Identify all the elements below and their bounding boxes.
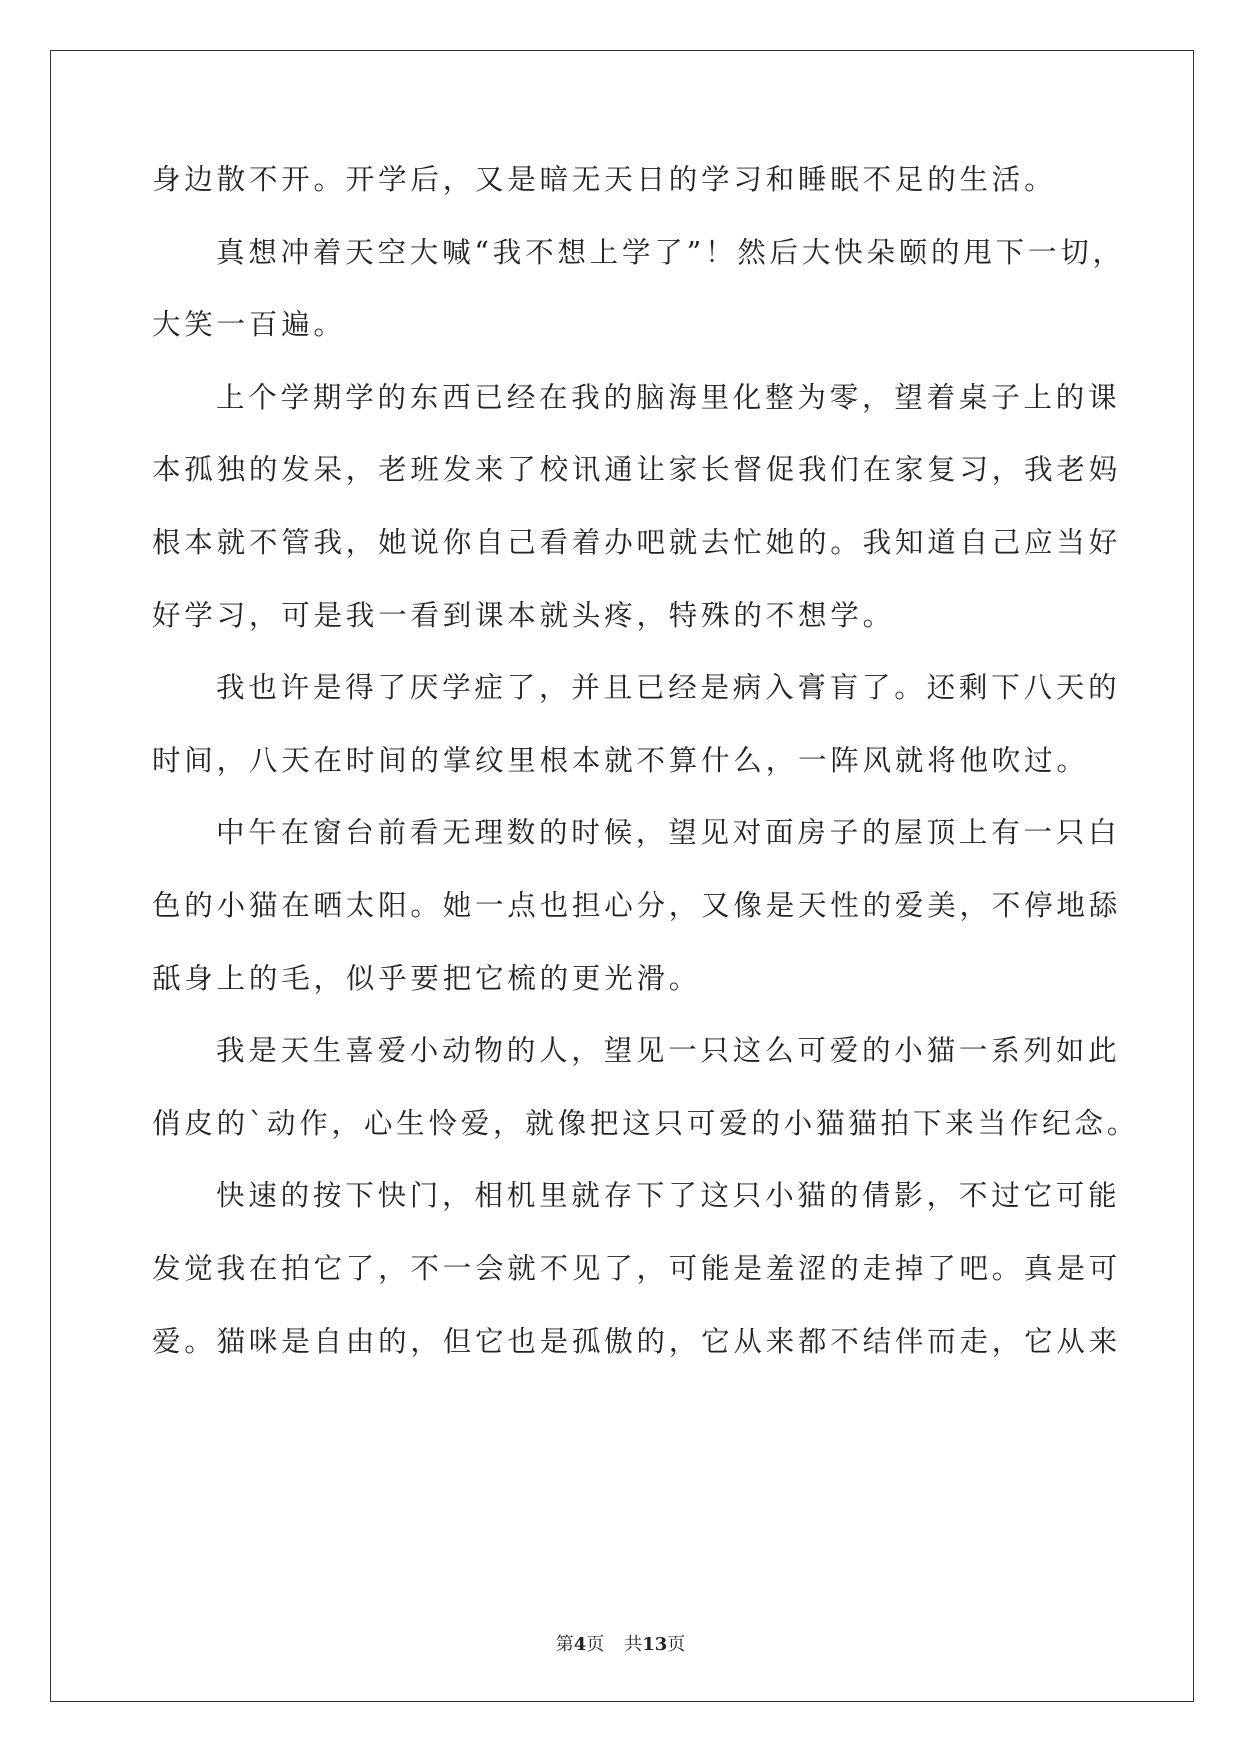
text-line: 爱。猫咪是自由的，但它也是孤傲的，它从来都不结伴而走，它从来: [152, 1324, 1122, 1358]
text-line: 时间，八天在时间的掌纹里根本就不算什么，一阵风就将他吹过。: [152, 743, 1089, 777]
text-line: 我是天生喜爱小动物的人，望见一只这么可爱的小猫一系列如此: [216, 1034, 1121, 1068]
text-line: 上个学期学的东西已经在我的脑海里化整为零，望着桌子上的课: [216, 380, 1121, 414]
footer-prefix: 第: [555, 1634, 574, 1655]
text-line: 好学习，可是我一看到课本就头疼，特殊的不想学。: [152, 598, 895, 632]
page-border: [50, 50, 1194, 1702]
text-line: 舐身上的毛，似乎要把它梳的更光滑。: [152, 961, 702, 995]
text-line: 发觉我在拍它了，不一会就不见了，可能是羞涩的走掉了吧。真是可: [152, 1252, 1122, 1285]
text-line: 快速的按下快门，相机里就存下了这只小猫的倩影，不过它可能: [216, 1179, 1121, 1213]
text-line: 根本就不管我，她说你自己看着办吧就去忙她的。我知道自己应当好: [152, 526, 1122, 559]
footer-total-prefix: 共: [624, 1634, 643, 1655]
page-footer: [0, 1630, 1241, 1656]
text-line: 中午在窗台前看无理数的时候，望见对面房子的屋顶上有一只白: [216, 816, 1121, 850]
footer-total-suffix: 页: [667, 1634, 686, 1655]
text-line: 俏皮的`动作，心生怜爱，就像把这只可爱的小猫猫拍下来当作纪念。: [152, 1106, 1140, 1140]
current-page-number: 4: [573, 1634, 587, 1655]
text-line: 我也许是得了厌学症了，并且已经是病入膏肓了。还剩下八天的: [216, 671, 1121, 705]
text-line: 色的小猫在晒太阳。她一点也担心分，又像是天性的爱美，不停地舔: [152, 889, 1122, 922]
text-line: 本孤独的发呆，老班发来了校讯通让家长督促我们在家复习，我老妈: [152, 453, 1122, 487]
text-line: 大笑一百遍。: [152, 308, 346, 342]
text-line: 真想冲着天空大喊“我不想上学了”！然后大快朵颐的甩下一切，: [216, 235, 1125, 269]
total-page-number: 13: [642, 1634, 668, 1655]
text-line: 身边散不开。开学后，又是暗无天日的学习和睡眠不足的生活。: [152, 163, 1057, 196]
footer-page-suffix: 页: [586, 1634, 605, 1655]
